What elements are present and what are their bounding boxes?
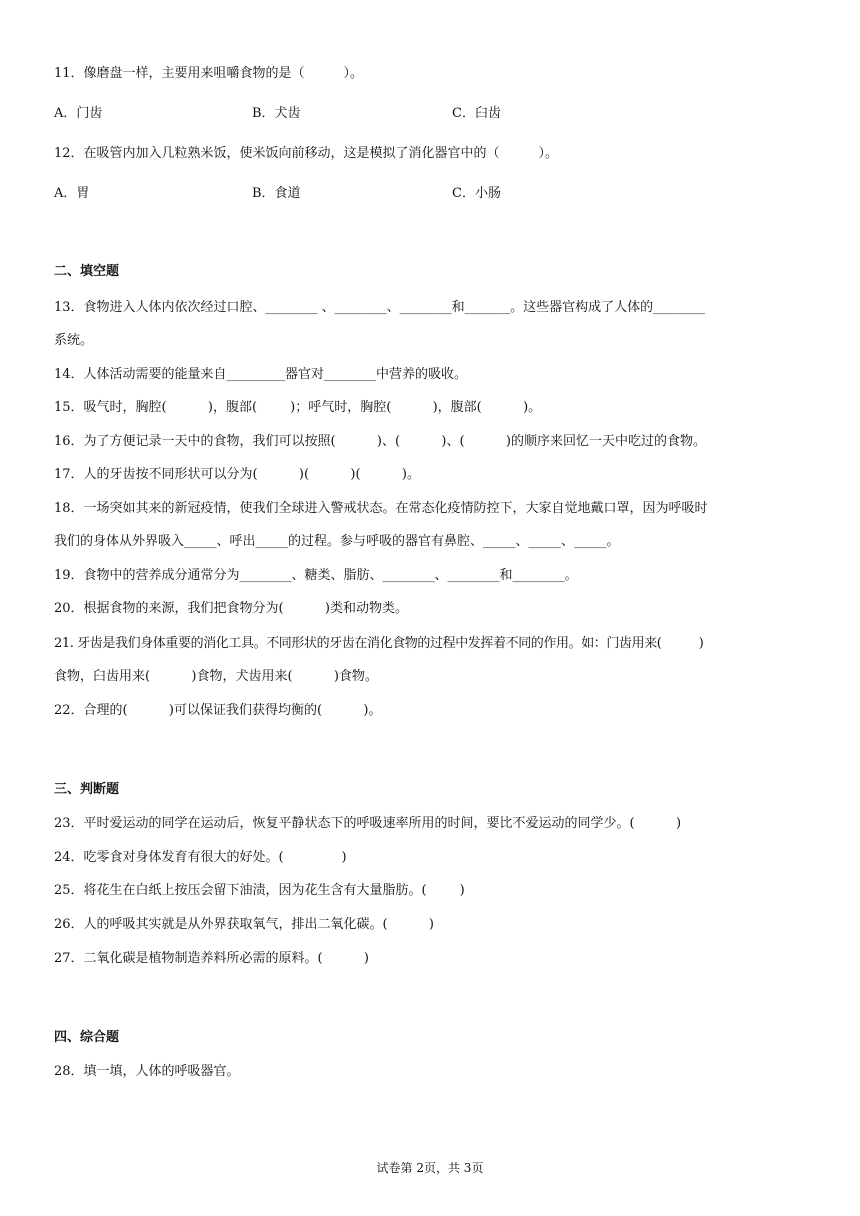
question-22: 22．合理的( )可以保证我们获得均衡的( )。 xyxy=(54,703,382,718)
question-24: 24．吃零食对身体发育有很大的好处。( ) xyxy=(54,850,347,865)
page-footer: 试卷第 2页，共 3页 xyxy=(376,1161,484,1175)
question-14: 14．人体活动需要的能量来自_________器官对________中营养的吸收。 xyxy=(54,367,468,382)
question-26: 26．人的呼吸其实就是从外界获取氧气，排出二氧化碳。( ) xyxy=(54,917,435,932)
section-fill-blank-title: 二、填空题 xyxy=(54,264,120,279)
question-25: 25．将花生在白纸上按压会留下油渍，因为花生含有大量脂肪。( ) xyxy=(54,883,465,898)
q12-option-a: A．胃 xyxy=(54,186,90,201)
question-20: 20．根据食物的来源，我们把食物分为( )类和动物类。 xyxy=(54,601,409,616)
question-18-line1: 18．一场突如其来的新冠疫情，使我们全球进入警戒状态。在常态化疫情防控下，大家自觉地戴口罩，因为呼吸时 xyxy=(54,501,708,516)
q11-option-a: A．门齿 xyxy=(54,106,103,121)
section-comprehensive-title: 四、综合题 xyxy=(54,1030,120,1045)
question-16: 16．为了方便记录一天中的食物，我们可以按照( )、( )、( )的顺序来回忆一天中吃过的食物。 xyxy=(54,434,706,449)
question-11: 11．像磨盘一样，主要用来咀嚼食物的是（ ）。 xyxy=(54,66,364,81)
question-13-line2: 系统。 xyxy=(54,333,94,348)
question-19: 19．食物中的营养成分通常分为________、糖类、脂肪、________、________和________。 xyxy=(54,568,578,583)
q11-option-b: B．犬齿 xyxy=(252,106,301,121)
section-true-false-title: 三、判断题 xyxy=(54,782,120,797)
question-21-line2: 食物，臼齿用来( )食物，犬齿用来( )食物。 xyxy=(54,669,378,684)
question-12: 12．在吸管内加入几粒熟米饭，使米饭向前移动，这是模拟了消化器官中的（ ）。 xyxy=(54,146,559,161)
question-28: 28．填一填，人体的呼吸器官。 xyxy=(54,1064,240,1079)
question-15: 15．吸气时，胸腔( )，腹部( )；呼气时，胸腔( )，腹部( )。 xyxy=(54,400,542,415)
q12-option-c: C．小肠 xyxy=(452,186,501,201)
question-17: 17．人的牙齿按不同形状可以分为( )( )( )。 xyxy=(54,467,420,482)
question-13-line1: 13．食物进入人体内依次经过口腔、________ 、________、________和_______。这些器官构成了人体的________ xyxy=(54,300,706,315)
q11-option-c: C．臼齿 xyxy=(452,106,501,121)
q12-option-b: B．食道 xyxy=(252,186,301,201)
question-21-line1: 21. 牙齿是我们身体重要的消化工具。不同形状的牙齿在消化食物的过程中发挥着不同的作用。如：门齿用来( ) xyxy=(54,636,704,651)
question-18-line2: 我们的身体从外界吸入_____、呼出_____的过程。参与呼吸的器官有鼻腔、_____、_____、_____。 xyxy=(54,534,620,549)
question-27: 27．二氧化碳是植物制造养料所必需的原料。( ) xyxy=(54,951,370,966)
question-23: 23．平时爱运动的同学在运动后，恢复平静状态下的呼吸速率所用的时间，要比不爱运动的同学少。( ) xyxy=(54,816,682,831)
